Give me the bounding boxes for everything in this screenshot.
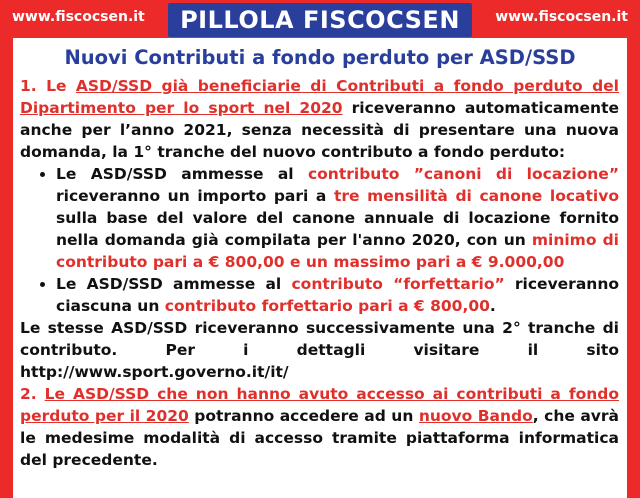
bullet-text: Le ASD/SSD ammesse al [56, 275, 292, 293]
bullet-text: riceveranno un importo pari a [56, 187, 334, 205]
paragraph-3 [20, 383, 619, 471]
highlight-text: minimo di contributo pari a € 800,00 e un massimo pari a € 9.000,00 [56, 231, 619, 271]
content-card [13, 38, 627, 498]
paragraph-1 [20, 75, 619, 163]
beneficiaries-link[interactable]: ASD/SSD già beneficiarie di Contributi a fondo perduto del Dipartimento per lo sport nel 2020 [20, 77, 619, 117]
paragraph-text: , che avrà le medesime modalità di accesso tramite piattaforma informatica del precedente. [20, 407, 619, 469]
highlight-text: tre mensilità di canone locativo [333, 187, 619, 205]
bullet-text: . [489, 297, 496, 315]
highlight-text: contributo forfettario pari a € 800,00 [164, 297, 490, 315]
highlight-text: contributo ”canoni di locazione” [307, 165, 620, 183]
list-item [56, 163, 619, 273]
article-body [13, 75, 627, 471]
page-title: Nuovi Contributi a fondo perduto per ASD/SSD [64, 46, 576, 69]
item-number: 1. Le [20, 77, 76, 95]
paragraph-2: Le stesse ASD/SSD riceveranno successivamente una 2° tranche di contributo. Per i dettagli visitare il sito http://www.sport.governo.it/it/ [20, 319, 619, 381]
nuovo-bando-link[interactable]: nuovo Bando [418, 407, 533, 425]
site-url-left: www.fiscocsen.it [12, 9, 145, 25]
paragraph-text: potranno accedere ad un [188, 407, 419, 425]
highlight-text: contributo “forfettario” [291, 275, 505, 293]
item-number: 2. [20, 385, 45, 403]
non-beneficiaries-link[interactable]: Le ASD/SSD che non hanno avuto accesso ai contributi a fondo perduto per il 2020 [20, 385, 620, 425]
pillola-badge: PILLOLA FISCOCSEN [168, 3, 472, 37]
list-item [56, 273, 619, 317]
bullet-text: riceveranno ciascuna un [56, 275, 620, 315]
bullet-text: sulla base del valore del canone annuale di locazione fornito nella domanda già compilata per l'anno 2020, con un [56, 209, 619, 249]
bullet-text: Le ASD/SSD ammesse al [56, 165, 308, 183]
paragraph-text: riceveranno automaticamente anche per l’anno 2021, senza necessità di presentare una nuova domanda, la 1° tranche del nuovo contributo a fondo perduto: [20, 99, 619, 161]
site-url-right: www.fiscocsen.it [495, 9, 628, 25]
bullet-list [20, 163, 619, 317]
